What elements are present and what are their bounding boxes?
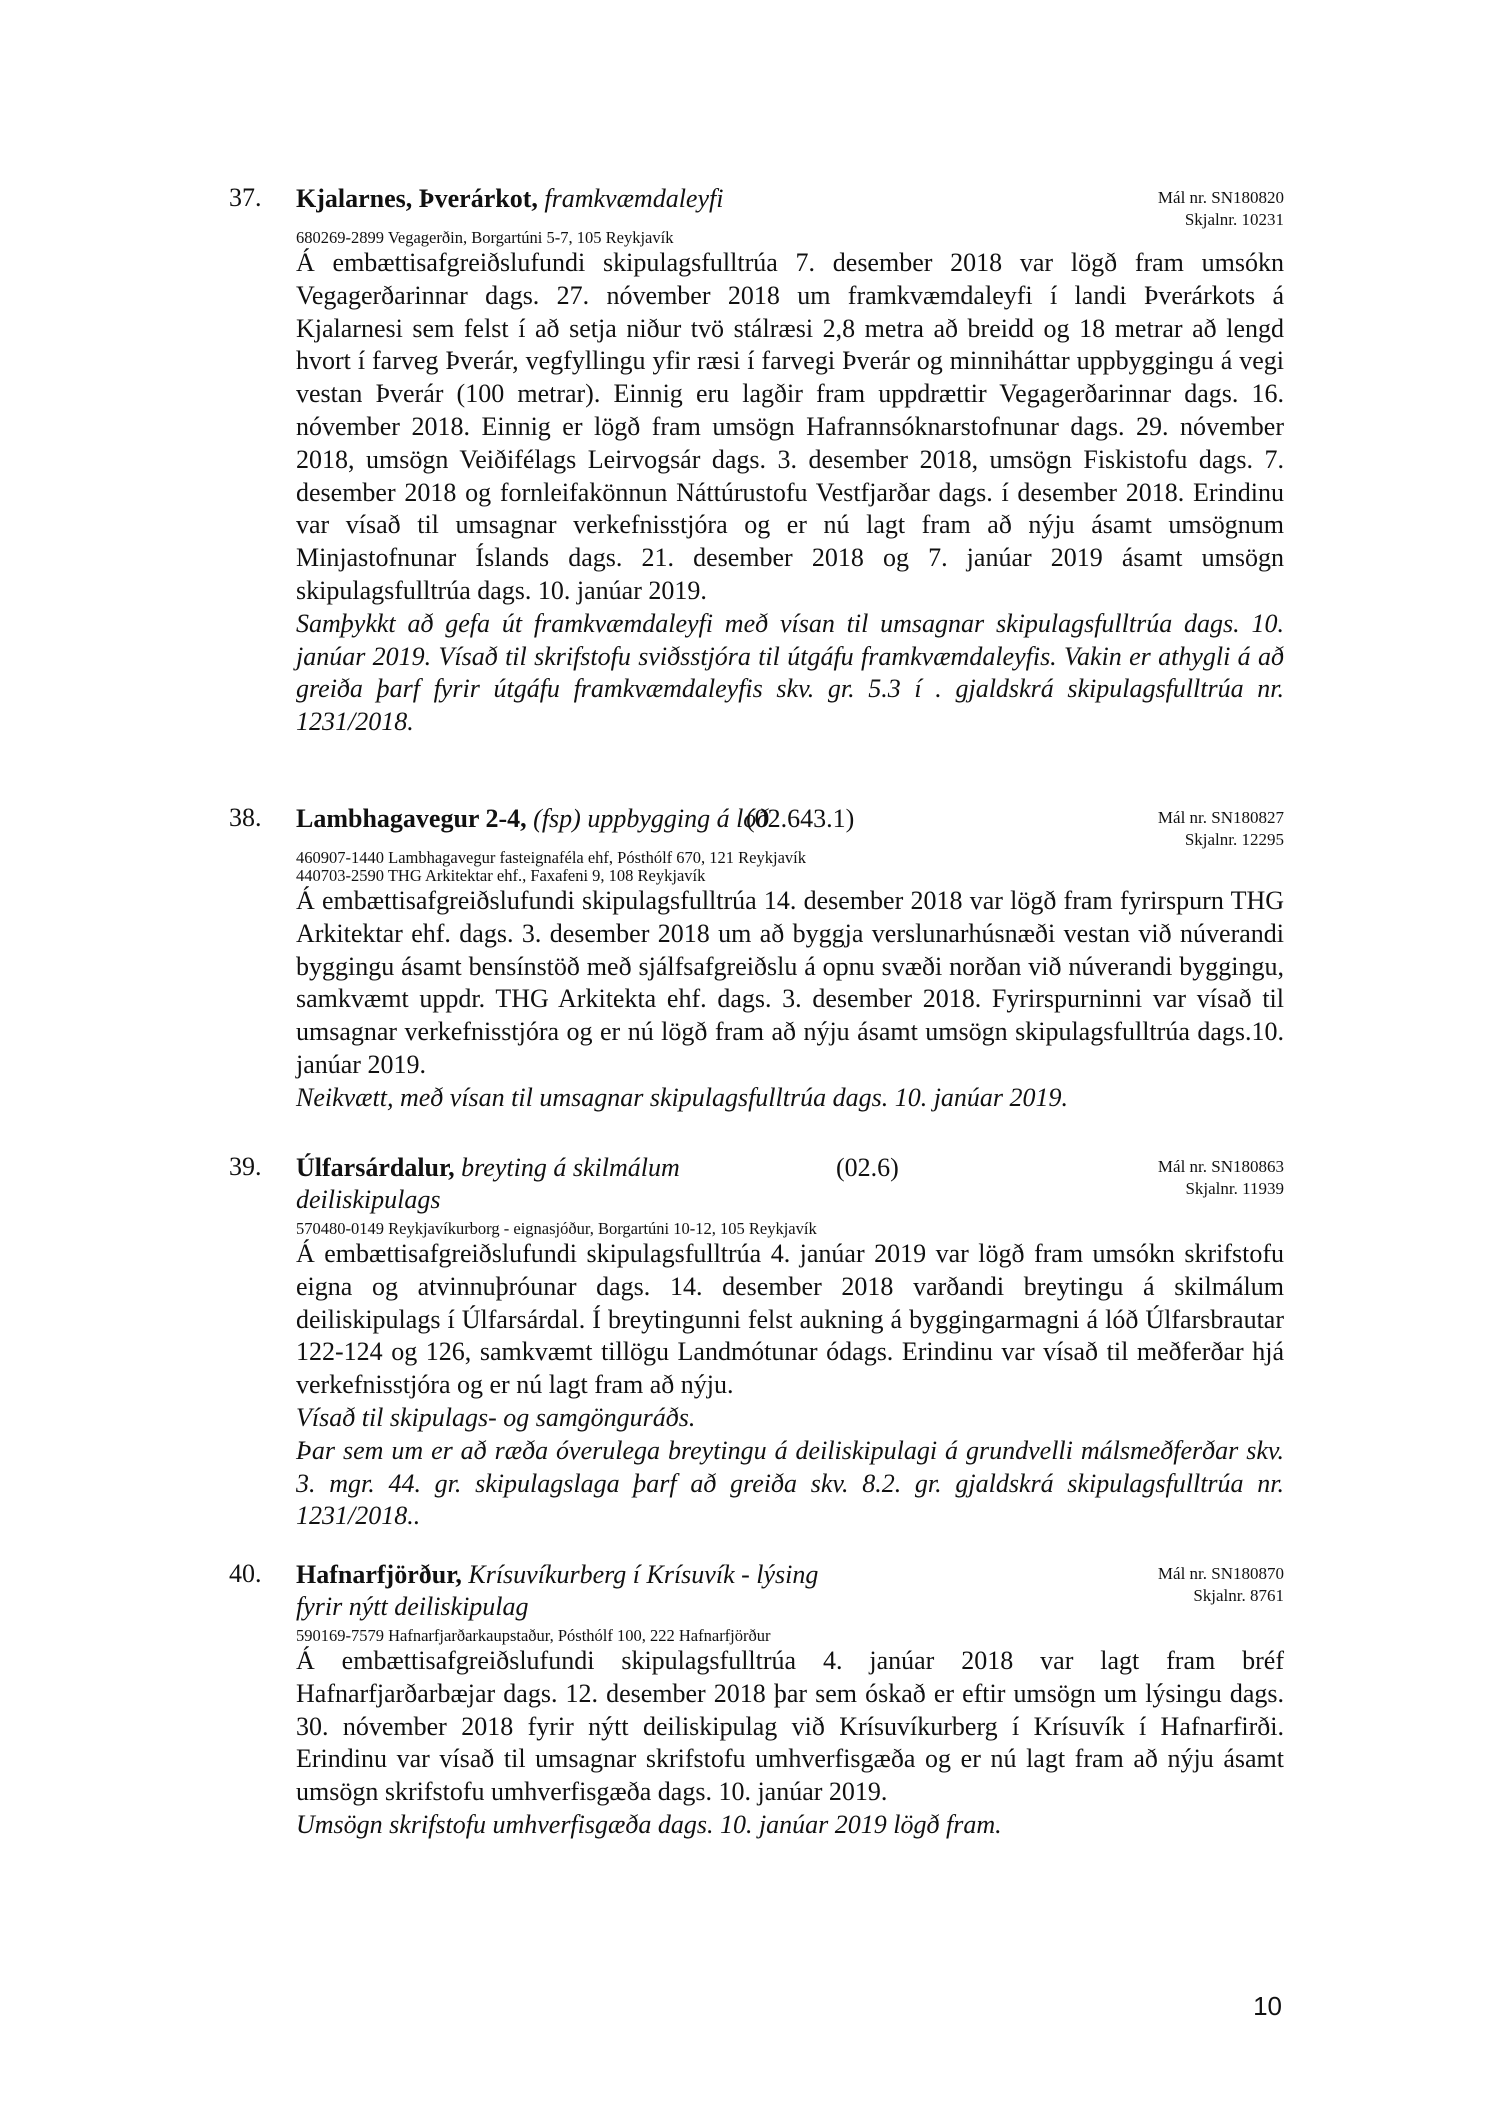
mal-nr: Mál nr. SN180863 <box>1157 1157 1284 1176</box>
item-land-code: (02.6) <box>836 1153 899 1182</box>
item-body <box>296 849 1284 1115</box>
skjal-nr: Skjalnr. 10231 <box>1184 210 1284 229</box>
item-number: 40. <box>229 1559 262 1588</box>
case-reference <box>1158 1156 1284 1200</box>
applicant: 680269-2899 Vegagerðin, Borgartúni 5-7, 105 Reykjavík <box>296 228 674 247</box>
item-location: Lambhagavegur 2-4, <box>296 804 527 833</box>
item-subject: (fsp) uppbygging á lóð <box>533 804 770 833</box>
skjal-nr: Skjalnr. 12295 <box>1184 830 1284 849</box>
item-number: 37. <box>229 183 262 212</box>
mal-nr: Mál nr. SN180870 <box>1157 1564 1284 1583</box>
item-conclusion: Þar sem um er að ræða óverulega breytingu á deiliskipulagi á grundvelli málsmeðferðar skv. 3. mgr. 44. gr. skipulagslaga þarf að greiða skv. 8.2. gr. gjaldskrá skipulagsfulltrúa nr. 1231/2018.. <box>296 1435 1284 1531</box>
item-conclusion: Samþykkt að gefa út framkvæmdaleyfi með vísan til umsagnar skipulagsfulltrúa dags. 10. janúar 2019. Vísað til skrifstofu sviðsstjóra til útgáfu framkvæmdaleyfis. Vakin er athygli á að greiða þarf fyrir útgáfu framkvæmdaleyfis skv. gr. 5.3 í . gjaldskrá skipulagsfulltrúa nr. 1231/2018. <box>296 608 1284 737</box>
item-location: Kjalarnes, Þverárkot, <box>296 184 538 213</box>
item-heading <box>296 803 1056 835</box>
item-conclusion: Neikvætt, með vísan til umsagnar skipulagsfulltrúa dags. 10. janúar 2019. <box>296 1082 1069 1112</box>
item-number: 39. <box>229 1152 262 1181</box>
item-heading <box>296 1152 899 1216</box>
item-number: 38. <box>229 803 262 832</box>
item-text: Á embættisafgreiðslufundi skipulagsfulltrúa 4. janúar 2018 var lagt fram bréf Hafnarfjarðarbæjar dags. 12. desember 2018 þar sem óskað er eftir umsögn um lýsingu dags. 30. nóvember 2018 fyrir nýtt deiliskipulag við Krísuvíkurberg í Krísuvík í Hafnarfirði. Erindinu var vísað til umsagnar skrifstofu umhverfisgæða og er nú lagt fram að nýju ásamt umsögn skrifstofu umhverfisgæða dags. 10. janúar 2019. <box>296 1646 1284 1807</box>
item-body <box>296 229 1284 739</box>
case-reference <box>1158 1563 1284 1607</box>
item-text: Á embættisafgreiðslufundi skipulagsfulltrúa 7. desember 2018 var lögð fram umsókn Vegagerðarinnar dags. 27. nóvember 2018 um framkvæmdaleyfi í landi Þverárkots á Kjalarnesi sem felst í að setja niður tvö stálræsi 2,8 metra að breidd og 18 metrar að lengd hvort í farveg Þverár, vegfyllingu yfir ræsi í farvegi Þverár og minniháttar uppbyggingu á vegi vestan Þverár (100 metrar). Einnig eru lagðir fram uppdrættir Vegagerðarinnar dags. 16. nóvember 2018. Einnig er lögð fram umsögn Hafrannsóknarstofnunar dags. 29. nóvember 2018, umsögn Veiðifélags Leirvogsár dags. 3. desember 2018, umsögn Fiskistofu dags. 7. desember 2018 og fornleifakönnun Náttúrustofu Vestfjarðar dags. í desember 2018. Erindinu var vísað til umsagnar verkefnisstjóra og er nú lagt fram að nýju ásamt umsögnum Minjastofnunar Íslands dags. 21. desember 2018 og 7. janúar 2019 ásamt umsögn skipulagsfulltrúa dags. 10. janúar 2019. <box>296 248 1284 605</box>
item-heading <box>296 183 1056 215</box>
item-text: Á embættisafgreiðslufundi skipulagsfulltrúa 4. janúar 2019 var lögð fram umsókn skrifstofu eigna og atvinnuþróunar dags. 14. desember 2018 varðandi breytingu á skilmálum deiliskipulags í Úlfarsárdal. Í breytingunni felst aukning á byggingarmagni á lóð Úlfarsbrautar 122-124 og 126, samkvæmt tillögu Landmótunar ódags. Erindinu var vísað til meðferðar hjá verkefnisstjóra og er nú lagt fram að nýju. <box>296 1239 1284 1400</box>
applicant: 460907-1440 Lambhagavegur fasteignaféla ehf, Pósthólf 670, 121 Reykjavík <box>296 848 807 867</box>
item-subject: breyting á skilmálum deiliskipulags <box>296 1153 680 1214</box>
item-location: Úlfarsárdalur, <box>296 1153 455 1182</box>
item-land-code: (02.643.1) <box>746 804 855 833</box>
skjal-nr: Skjalnr. 8761 <box>1193 1586 1284 1605</box>
item-heading <box>296 1559 836 1623</box>
applicant: 440703-2590 THG Arkitektar ehf., Faxafeni 9, 108 Reykjavík <box>296 866 706 885</box>
skjal-nr: Skjalnr. 11939 <box>1185 1179 1284 1198</box>
item-location: Hafnarfjörður, <box>296 1560 462 1589</box>
mal-nr: Mál nr. SN180827 <box>1157 808 1284 827</box>
applicant: 570480-0149 Reykjavíkurborg - eignasjóður, Borgartúni 10-12, 105 Reykjavík <box>296 1219 817 1238</box>
applicant: 590169-7579 Hafnarfjarðarkaupstaður, Pósthólf 100, 222 Hafnarfjörður <box>296 1626 771 1645</box>
case-reference <box>1158 807 1284 851</box>
item-text: Á embættisafgreiðslufundi skipulagsfulltrúa 14. desember 2018 var lögð fram fyrirspurn THG Arkitektar ehf. dags. 3. desember 2018 um að byggja verslunarhúsnæði vestan við núverandi byggingu ásamt bensínstöð með sjálfsafgreiðslu á opnu svæði norðan við núverandi byggingu, samkvæmt uppdr. THG Arkitekta ehf. dags. 3. desember 2018. Fyrirspurninni var vísað til umsagnar verkefnisstjóra og er nú lögð fram að nýju ásamt umsögn skipulagsfulltrúa dags.10. janúar 2019. <box>296 886 1284 1079</box>
mal-nr: Mál nr. SN180820 <box>1157 188 1284 207</box>
item-body <box>296 1220 1284 1533</box>
item-conclusion: Umsögn skrifstofu umhverfisgæða dags. 10. janúar 2019 lögð fram. <box>296 1809 1002 1839</box>
item-subject: framkvæmdaleyfi <box>544 184 724 213</box>
item-body <box>296 1627 1284 1842</box>
item-subject: Krísuvíkurberg í Krísuvík - lýsing fyrir nýtt deiliskipulag <box>296 1560 819 1621</box>
page-number: 10 <box>1253 1991 1282 2021</box>
case-reference <box>1158 187 1284 231</box>
item-conclusion: Vísað til skipulags- og samgönguráðs. <box>296 1402 696 1432</box>
